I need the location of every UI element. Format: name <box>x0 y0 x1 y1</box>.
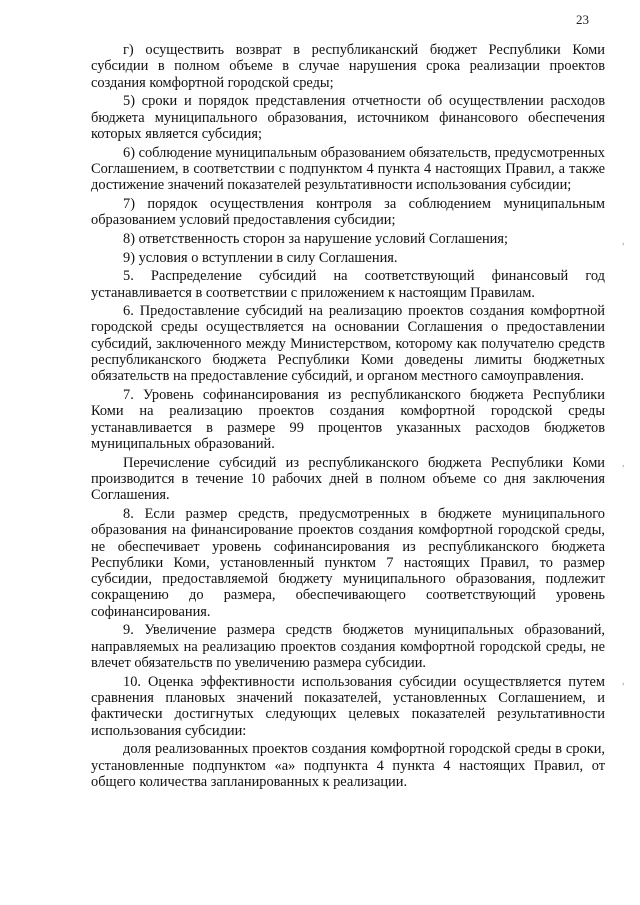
scan-mark: , <box>622 236 625 247</box>
paragraph-9-entry-into-force: 9) условия о вступлении в силу Соглашения. <box>123 249 398 266</box>
paragraph-5-reporting: 5) сроки и порядок представления отчетности об осуществлении расходов бюджета муниципального образования, источником финансового обеспечения которых является субсидия; <box>91 93 605 142</box>
page-number: 23 <box>576 12 589 27</box>
paragraph-transfer: Перечисление субсидий из республиканского бюджета Республики Коми производится в течение 10 рабочих дней в полном объеме со дня заключения Соглашения. <box>91 454 605 504</box>
paragraph-8-responsibility: 8) ответственность сторон за нарушение условий Соглашения; <box>123 230 508 247</box>
paragraph-section-8: 8. Если размер средств, предусмотренных в бюджете муниципального образования на финансирование проектов создания комфортной городской среды, не обеспечивает уровень софинансирования из республиканского бюджета Республики Коми, установленный пунктом 7 настоящих Правил, то размер субсидии, предоставляемой бюджету муниципального образования, подлежит сокращению до размера, обеспечивающего соответствующий уровень софинансирования. <box>91 505 605 620</box>
paragraph-section-9: 9. Увеличение размера средств бюджетов муниципальных образований, направляемых на реализацию проектов создания комфортной городской среды, не влечет обязательств по увеличению размера субсидии. <box>91 622 605 671</box>
scan-mark: , <box>622 458 625 469</box>
paragraph-section-6: 6. Предоставление субсидий на реализацию проектов создания комфортной городской среды осуществляется на основании Соглашения о предоставлении субсидий, заключенного между Министерством, которому как получателю средств республиканского бюджета Республики Коми доведены лимиты бюджетных обязательств на предоставление субсидий, и органом местного самоуправления. <box>91 303 605 385</box>
paragraph-section-5: 5. Распределение субсидий на соответствующий финансовый год устанавливается в соответствии с приложением к настоящим Правилам. <box>91 268 605 301</box>
paragraph-g-return-subsidy: г) осуществить возврат в республиканский бюджет Республики Коми субсидии в полном объеме в случае нарушения срока реализации проектов создания комфортной городской среды; <box>91 42 605 91</box>
paragraph-section-10: 10. Оценка эффективности использования субсидии осуществляется путем сравнения плановых значений показателей, установленных Соглашением, и фактически достигнутых следующих целевых показателей результативности использования субсидии: <box>91 673 605 739</box>
scan-mark: , <box>622 676 625 687</box>
paragraph-indicator-share: доля реализованных проектов создания комфортной городской среды в сроки, установленные подпунктом «а» подпункта 4 пункта 4 настоящих Правил, от общего количества запланированных к реализации. <box>91 741 605 790</box>
document-body <box>91 42 605 793</box>
paragraph-section-7: 7. Уровень софинансирования из республиканского бюджета Республики Коми на реализацию проектов создания комфортной городской среды устанавливается в размере 99 процентов указанных расходов бюджетов муниципальных образований. <box>91 387 605 452</box>
paragraph-7-control: 7) порядок осуществления контроля за соблюдением муниципальным образованием условий предоставления субсидии; <box>91 195 605 229</box>
paragraph-6-obligations: 6) соблюдение муниципальным образованием обязательств, предусмотренных Соглашением, в соответствии с подпунктом 4 пункта 4 настоящих Правил, а также достижение значений показателей результативности использования субсидии; <box>91 144 605 194</box>
